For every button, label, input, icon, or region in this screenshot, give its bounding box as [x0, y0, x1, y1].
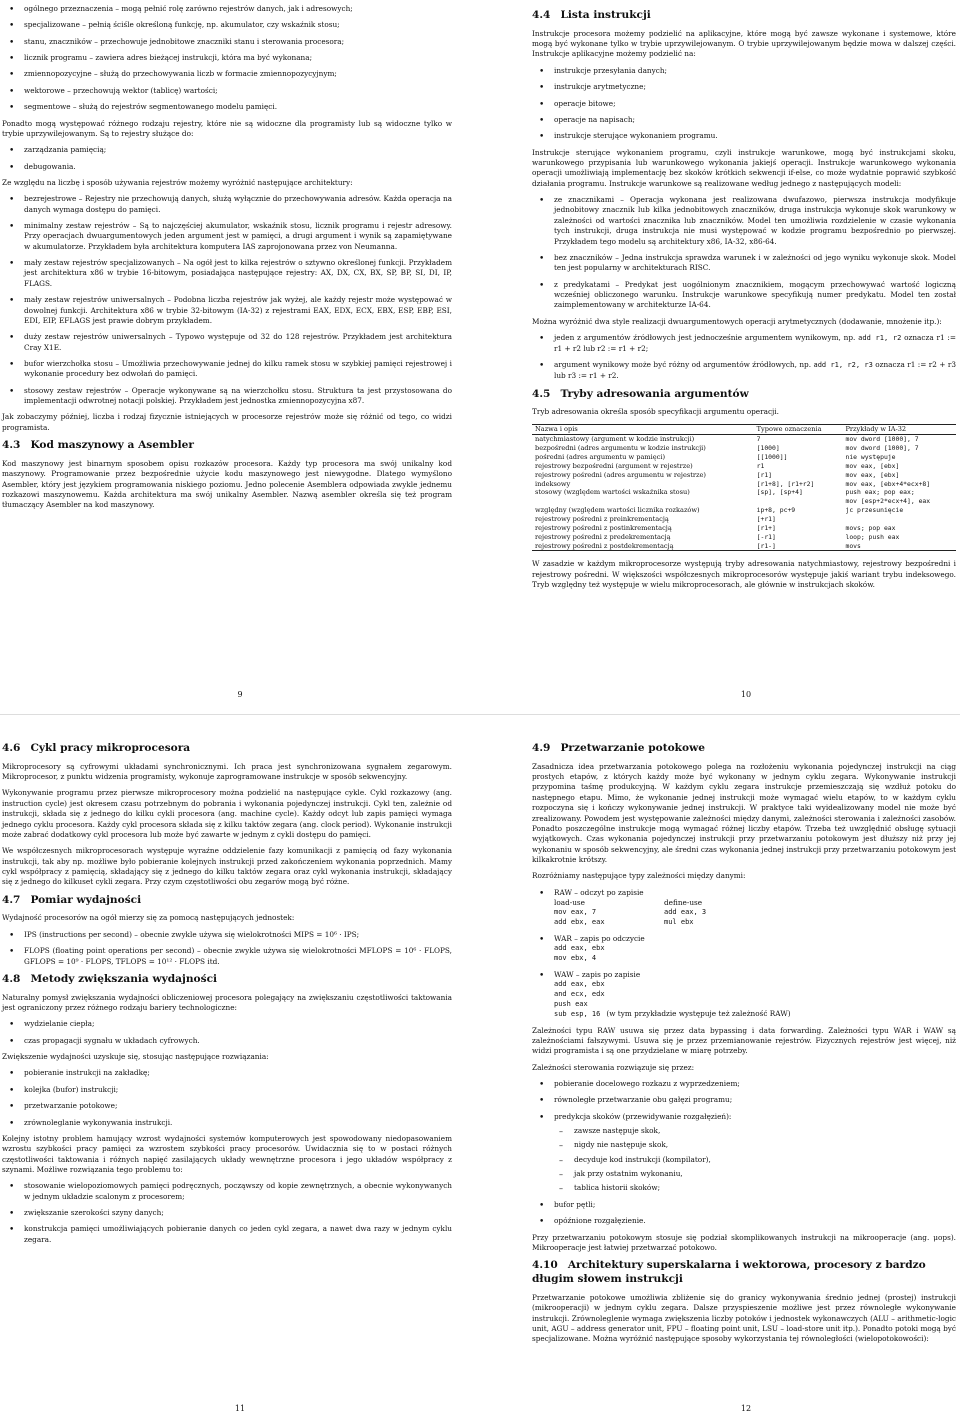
section-number: 4.9 — [532, 742, 551, 754]
section-number: 4.8 — [2, 972, 21, 985]
example-cell: movs — [842, 542, 956, 551]
list-item: • ogólnego przeznaczenia – mogą pełnić rolę zarówno rejestrów danych, jak i adresowych; — [24, 4, 452, 14]
table-row — [532, 488, 956, 497]
hazard-label: • WAR – zapis po odczycie — [554, 934, 645, 944]
example-cell: mov dword [1000], 7 — [845, 435, 919, 444]
table-row — [532, 506, 956, 515]
mode-name-cell: indeksowy — [535, 479, 571, 488]
list-item: – decyduje kod instrukcji (kompilator), — [574, 1155, 956, 1165]
list-item: • zarządzania pamięcią; — [24, 145, 452, 155]
paragraph: Instrukcje procesora możemy podzielić na aplikacyjne, które mogą być zawsze wykonane i systemowe, które mogą być wykonane tylko w trybie uprzywilejowanym. O trybie uprzywilejowanym będzie mowa w dalszej części. Instrukcje aplikacyjne możemy podzielić na: — [532, 28, 956, 59]
list-item — [554, 934, 956, 964]
section-title: Przetwarzanie potokowe — [560, 742, 705, 754]
code-block: add eax, 3 mul ebx — [664, 908, 707, 927]
prediction-sublist — [554, 1126, 956, 1194]
list-item: • zmiennopozycyjne – służą do przechowywania liczb w formacie zmiennopozycyjnym; — [24, 69, 452, 79]
mode-name-cell: rejestrowy pośredni z predekrementacją — [535, 532, 671, 541]
list-item: • instrukcje arytmetyczne; — [554, 82, 956, 92]
example-cell: mov [esp+2*ecx+4], eax — [845, 497, 931, 506]
list-item: • zwiększanie szerokości szyny danych; — [24, 1208, 452, 1218]
page-number: 11 — [234, 1403, 246, 1413]
memory-gap-list — [2, 1181, 452, 1245]
table-row — [532, 453, 956, 462]
notation-cell: [+r1] — [756, 514, 776, 523]
hazard-label: • WAW – zapis po zapisie — [554, 969, 641, 979]
section-heading — [532, 742, 956, 756]
operand-styles-list — [532, 333, 956, 382]
paragraph: Kolejny istotny problem hamujący wzrost wydajności systemów komputerowych jest spowodowany niedopasowaniem wzrostu szybkości pracy pamięci za wzrostem szybkości pracy procesorów. Uwidacznia się to w postaci różnych częstotliwości taktowania i różnych napięć zasilających układy wewnętrzne procesora i jego układów współpracy z szynami. Możliwe rozwiązania tego problemu to: — [2, 1133, 452, 1174]
section-number: 4.10 — [532, 1259, 558, 1272]
example-cell: mov eax, [ebx+4*ecx+8] — [845, 479, 931, 488]
list-item: • ze znacznikami – Operacja wykonana jest realizowana dwufazowo, pierwsza instrukcja modyfikuje jednobitowy znacznik lub kilka jednobitowych znaczników, druga instrukcja wykonuje skok warunkowy w zależności od wartości znacznika lub znaczników. Model ten umożliwia rozdzielenie w czasie wykonania tych instrukcji, druga instrukcja nie musi występować w kodzie programu bezpośrednio po pierwszej. Przykładem tego modelu są architektury x86, IA-32, x86-64. — [554, 195, 956, 247]
list-item: • operacje bitowe; — [554, 99, 956, 109]
list-item: • równoległe przetwarzanie obu gałęzi programu; — [554, 1095, 956, 1105]
list-item: • specjalizowane – pełnią ściśle określoną funkcję, np. akumulator, czy wskaźnik stosu; — [24, 20, 452, 30]
table-body — [532, 435, 956, 551]
notation-cell: ip+8, pc+9 — [756, 505, 796, 514]
paragraph: Ponadto mogą występować różnego rodzaju rejestry, które nie są widoczne dla programisty lub są widoczne tylko w trybie uprzywilejowanym. Są to rejestry służące do: — [2, 118, 452, 138]
list-item: • debugowania. — [24, 162, 452, 172]
performance-units-list — [2, 930, 452, 967]
example-cell: mov eax, [ebx] — [845, 461, 900, 470]
mode-name-cell: pośredni (adres argumentu w pamięci) — [535, 452, 666, 461]
section-number: 4.7 — [2, 893, 21, 906]
section-heading — [2, 894, 452, 908]
mode-name-cell: rejestrowy pośredni z preinkrementacją — [535, 514, 669, 523]
paragraph: Tryb adresowania określa sposób specyfikacji argumentu operacji. — [532, 407, 779, 417]
paragraph: We współczesnych mikroprocesorach występuje wyraźne oddzielenie fazy komunikacji z pamięcią od fazy wykonania instrukcji, tak aby np. możliwe było pobieranie kolejnych instrukcji przed zakończeniem wykonania poprzednich. Mamy cykl współpracy z pamięcią, składający się z jednego do kilku taktów zegara oraz cykl wykonania instrukcji, składający się z jednego do kilkuset cykli zegara. Przy czym częstotliwości obu zegarów mogą być różne. — [2, 846, 452, 887]
raw-examples — [554, 898, 956, 928]
hidden-registers-list — [2, 145, 452, 172]
control-hazards-list — [532, 1079, 956, 1227]
section-number: 4.4 — [532, 9, 551, 21]
paragraph: Zwiększenie wydajności uzyskuje się, stosując następujące rozwiązania: — [2, 1052, 269, 1062]
list-item: • stanu, znaczników – przechowuje jednobitowe znaczniki stanu i sterowania procesora; — [24, 37, 452, 47]
conditional-models-list — [532, 195, 956, 311]
paragraph: Zasadnicza idea przetwarzania potokowego polega na rozłożeniu wykonania pojedynczej instrukcji na ciąg prostych etapów, z których każdy może być wykonany w jednym cyklu zegara. Wykonywanie instrukcji przypomina taśmę produkcyjną. W każdym cyklu zegara instrukcje przemieszczają się wzdłuż potoku do następnego etapu. Mimo, że wykonanie jednej instrukcji może wymagać wielu etapów, to w każdym cyklu rozpoczyna się i kończy wykonywanie jednej instrukcji. W praktyce taki wyidealizowany model nie może być zrealizowany. Powodem jest występowanie zależności między danymi, zależności sterowania i zależności zasobów. Ponadto poszczególne instrukcje mogą wymagać różnej liczby etapów. Trzeba też uwzględnić obsługę sytuacji wyjątkowych. Czas wykonania pojedynczej instrukcji przy przetwarzaniu potokowym jest dłuższy niż przy jej wykonaniu w sposób sekwencyjny, ale średni czas wykonania jednej instrukcji przy przetwarzaniu potokowym jest kilkakrotnie krótszy. — [532, 761, 956, 864]
list-item — [554, 888, 956, 928]
page-10 — [480, 0, 960, 714]
table-row — [532, 444, 956, 453]
example-cell: jc przesunięcie — [845, 505, 904, 514]
list-item: • predykcja skoków (przewidywanie rozgałęzień): – zawsze następuje skok, – nigdy nie następuje skok, – decyduje kod instrukcji (kompilator), – jak przy ostatnim wykonaniu, – tablica historii skoków; — [554, 1112, 956, 1194]
list-item: • instrukcje sterujące wykonaniem programu. — [554, 131, 956, 141]
list-item: • instrukcje przesyłania danych; — [554, 66, 956, 76]
list-item: • operacje na napisach; — [554, 115, 956, 125]
table-header-row — [532, 424, 956, 434]
paragraph: Wykonywanie programu przez pierwsze mikroprocesory można podzielić na następujące cykle. Cykl rozkazowy (ang. instruction cycle) jest okresem czasu potrzebnym do pobrania i wykonania pojedynczej instrukcji. Cykl ten, zależnie od instrukcji, składa się z jednego do kilku cykli procesora (ang. machine cycle). Każdy odcyt lub zapis pamięci wymaga jednego cyklu procesora. Każdy cykl procesora składa się z kilku taktów zegara (ang. clock period). Wykonanie instrukcji może zabrać dodatkowy cykl procesora lub może być zawarte w jednym z cykli dostępu do pamięci. — [2, 788, 452, 839]
list-item: • konstrukcja pamięci umożliwiających pobieranie danych co jeden cykl zegara, a nawet dwa razy w jednym cyklu zegara. — [24, 1224, 452, 1245]
paragraph: Mikroprocesory są cyfrowymi układami synchronicznymi. Ich praca jest synchronizowana sygnałem zegarowym. Mikroprocesor, z punktu widzenia programisty, wykonuje zaprogramowane instrukcje w sposób sekwencyjny. — [2, 761, 452, 782]
mode-name-cell: względny (względem wartości licznika rozkazów) — [535, 505, 700, 514]
column-header: Nazwa i opis — [532, 424, 754, 434]
architectures-list — [2, 194, 452, 406]
notation-cell: [r1] — [756, 470, 773, 479]
section-title: Kod maszynowy a Asembler — [30, 439, 194, 452]
paragraph: Można wyróżnić dwa style realizacji dwuargumentowych operacji arytmetycznych (dodawanie, mnożenie itp.): — [532, 316, 942, 326]
list-item: • opóźnione rozgałęzienie. — [554, 1216, 956, 1226]
list-item: • bezrejestrowe – Rejestry nie przechowują danych, służą wyłącznie do przechowywania adresów. Każda operacja na danych wymaga dostępu do pamięci. — [24, 194, 452, 215]
mode-name-cell: natychmiastowy (argument w kodzie instrukcji) — [535, 435, 695, 444]
mode-name-cell: rejestrowy pośredni (adres argumentu w rejestrze) — [535, 470, 706, 479]
page-12 — [480, 714, 960, 1428]
section-title: Tryby adresowania argumentów — [560, 387, 749, 400]
code-block: push eax sub esp, 16 — [554, 999, 601, 1018]
section-title: Metody zwiększania wydajności — [30, 972, 218, 985]
section-title: Pomiar wydajności — [30, 893, 142, 906]
list-item: • pobieranie instrukcji na zakładkę; — [24, 1068, 452, 1078]
paragraph: Przy przetwarzaniu potokowym stosuje się podział skomplikowanych instrukcji na mikrooperacje (ang. μops). Mikrooperacje jest łatwiej przetwarzać potokowo. — [532, 1232, 956, 1252]
mode-name-cell: rejestrowy pośredni z postdekrementacją — [532, 542, 754, 551]
list-item: – jak przy ostatnim wykonaniu, — [574, 1169, 956, 1179]
notation-cell: [r1+8], [r1+r2] — [756, 479, 815, 488]
list-item: • czas propagacji sygnału w układach cyfrowych. — [24, 1036, 452, 1046]
table-row — [532, 435, 956, 444]
table-row — [532, 524, 956, 533]
list-item: • segmentowe – służą do rejestrów segmentowanego modelu pamięci. — [24, 102, 452, 112]
paragraph: Kod maszynowy jest binarnym sposobem opisu rozkazów procesora. Każdy typ procesora ma swój unikalny kod maszynowy. Programowanie przez bezpośrednie użycie kodu maszynowego jest niewygodne. Dlatego wymyślono Asembler, który jest językiem programowania niskiego poziomu. Jedno polecenie Asemblera odpowiada zwykle jednemu rozkazowi maszynowemu. Każda architektura ma swój unikalny Asembler. Nazwą asembler określa się też program tłumaczący Asembler na kod maszynowy. — [2, 458, 452, 510]
section-title: Cykl pracy mikroprocesora — [30, 742, 191, 754]
section-heading — [532, 9, 956, 23]
table-row — [532, 480, 956, 489]
notation-cell: [1000] — [756, 444, 780, 452]
page-11 — [0, 714, 480, 1428]
solutions-list — [2, 1068, 452, 1127]
code-block: add eax, ebx and ecx, edx — [554, 980, 605, 999]
notation-cell: [r1-] — [754, 542, 843, 551]
table-row — [532, 462, 956, 471]
code-block: mov eax, 7 add ebx, eax — [554, 908, 605, 927]
section-number: 4.5 — [532, 387, 551, 400]
paragraph: Zależności typu RAW usuwa się przez data bypassing i data forwarding. Zależności typu WAR i WAW są zależnościami fałszywymi. Usuwa się je przez przemianowanie rejestrów. Fizycznych rejestrów jest więcej, niż widzi programista i są one przydzielane w miarę potrzeby. — [532, 1025, 956, 1056]
list-item: • stosowanie wielopoziomowych pamięci podręcznych, począwszy od kopie zewnętrznych, a obecnie wykonywanych w jednym układzie scalonym z procesorem; — [24, 1181, 452, 1202]
example-cell: nie występuje — [845, 452, 896, 461]
waw-extra — [554, 1000, 956, 1020]
paragraph: Instrukcje sterujące wykonaniem programu, czyli instrukcje warunkowe, mogą być instrukcjami skoku, warunkowego przypisania lub warunkowego wykonania jakiejś operacji. Instrukcje warunkowego wykonania operacji umożliwiają implementację bez skoków krótkich sekwencji if-else, co może wydatnie poprawić szybkość działania programu. Instrukcje warunkowe są realizowane według jednego z następujących modeli: — [532, 147, 956, 188]
paragraph: Jak zobaczymy później, liczba i rodzaj fizycznie istniejących w procesorze rejestrów może się różnić od tego, co widzi programista. — [2, 412, 452, 432]
table-row — [532, 497, 956, 506]
list-item: • przetwarzanie potokowe; — [24, 1101, 452, 1111]
example-cell: mov eax, [ebx] — [845, 470, 900, 479]
table-row — [532, 471, 956, 480]
mode-name-cell: bezpośredni (adres argumentu w kodzie instrukcji) — [535, 444, 706, 452]
column-header: Typowe oznaczenia — [754, 424, 843, 434]
barriers-list — [2, 1019, 452, 1046]
page-number: 10 — [740, 689, 752, 699]
example-cell: loop; push eax — [845, 532, 900, 541]
list-item: • IPS (instructions per second) – obecnie zwykle używa się wielokrotności MIPS = 10⁶ · IPS; — [24, 930, 452, 940]
list-item: • stosowy zestaw rejestrów – Operacje wykonywane są na wierzchołku stosu. Struktura ta jest przystosowana do implementacji odwrotnej notacji polskiej. Przykładem jest jednostka zmiennopozycyjna x87. — [24, 386, 452, 407]
notation-cell: 7 — [756, 435, 761, 444]
list-item: • bufor wierzchołka stosu – Umożliwia przechowywanie jednej do kilku ramek stosu w szybkiej pamięci rejestrowej i wykonanie procedury bez odwołań do pamięci. — [24, 359, 452, 380]
table-row — [532, 542, 956, 551]
column-header: Przykłady w IA-32 — [842, 424, 956, 434]
page-number: 12 — [740, 1403, 752, 1413]
list-item: • argument wynikowy może być różny od argumentów źródłowych, np. add r1, r2, r3 oznacza r1 := r2 + r3 lub r3 := r1 + r2. — [554, 360, 956, 381]
list-item: – zawsze następuje skok, — [574, 1126, 956, 1136]
list-item: • wektorowe – przechowują wektor (tablicę) wartości; — [24, 86, 452, 96]
paragraph: Ze względu na liczbę i sposób używania rejestrów możemy wyróżnić następujące architektury: — [2, 177, 353, 187]
list-item: • kolejka (bufor) instrukcji; — [24, 1085, 452, 1095]
data-hazards-list — [532, 888, 956, 1020]
mode-name-cell: stosowy (względem wartości wskaźnika stosu) — [535, 488, 690, 497]
paragraph: Rozróżniamy następujące typy zależności między danymi: — [532, 871, 746, 881]
list-item — [554, 970, 956, 1020]
register-types-list — [2, 4, 452, 113]
section-title: Lista instrukcji — [560, 9, 651, 21]
list-item: • zrównoleglanie wykonywania instrukcji. — [24, 1118, 452, 1128]
paragraph: Wydajność procesorów na ogół mierzy się za pomocą następujących jednostek: — [2, 913, 295, 923]
page-9 — [0, 0, 480, 714]
paragraph: Naturalny pomysł zwiększania wydajności obliczeniowej procesora polegający na zwiększaniu częstotliwości taktowania jest ograniczony przez różnego rodzaju bariery technologiczne: — [2, 992, 452, 1013]
list-item: • pobieranie docelowego rozkazu z wyprzedzeniem; — [554, 1079, 956, 1089]
instruction-types-list — [532, 66, 956, 142]
hazard-column-head: define-use — [664, 898, 703, 908]
paragraph: Zależności sterowania rozwiązuje się przez: — [532, 1062, 695, 1072]
code-block: add eax, ebx mov ebx, 4 — [554, 944, 605, 963]
example-cell: movs; pop eax — [845, 523, 896, 532]
list-item: • FLOPS (floating point operations per second) – obecnie zwykle używa się wielokrotności MFLOPS = 10⁶ · FLOPS, GFLOPS = 10⁹ · FLOPS, TFLOPS = 10¹² · FLOPS itd. — [24, 946, 452, 967]
notation-cell: [[1000]] — [756, 452, 788, 461]
mode-name-cell — [532, 497, 754, 506]
list-item: • wydzielanie ciepła; — [24, 1019, 452, 1029]
table-row — [532, 515, 956, 524]
example-cell: push eax; pop eax; — [845, 488, 915, 497]
section-heading — [2, 973, 452, 987]
hazard-label: • RAW – odczyt po zapisie — [554, 887, 644, 897]
section-title: Architektury superskalarna i wektorowa, procesory z bardzo długim słowem instrukcji — [532, 1259, 926, 1286]
list-item: • bufor pętli; — [554, 1200, 956, 1210]
code-snippet: add r1, r2, r3 — [813, 361, 873, 370]
hazard-column-head: load-use — [554, 898, 585, 908]
section-heading — [532, 1259, 956, 1287]
list-item: • jeden z argumentów źródłowych jest jednocześnie argumentem wynikowym, np. add r1, r2 oznacza r1 := r1 + r2 lub r2 := r1 + r2; — [554, 333, 956, 354]
example-cell — [842, 515, 956, 524]
notation-cell: [r1+] — [756, 523, 776, 532]
notation-cell: [sp], [sp+4] — [756, 488, 803, 497]
list-item: • licznik programu – zawiera adres bieżącej instrukcji, która ma być wykonana; — [24, 53, 452, 63]
section-heading — [2, 742, 452, 756]
addressing-modes-table — [532, 424, 956, 552]
section-number: 4.3 — [2, 439, 21, 452]
example-cell: mov dword [1000], 7 — [845, 444, 919, 452]
hazard-note: (w tym przykładzie występuje też zależność RAW) — [606, 1009, 791, 1019]
list-item: – nigdy nie następuje skok, — [574, 1140, 956, 1150]
list-item: • bez znaczników – Jedna instrukcja sprawdza warunek i w zależności od jego wyniku wykonuje skok. Model ten jest popularny w architekturach RISC. — [554, 253, 956, 274]
list-item: • z predykatami – Predykat jest uogólnionym znacznikiem, mogącym przechowywać wartość logiczną wcześniej obliczonego warunku. Instrukcje warunkowe specyfikują numer predykatu. Model ten został zaimplementowany w architekturze IA-64. — [554, 280, 956, 311]
list-item: • minimalny zestaw rejestrów – Są to najczęściej akumulator, wskaźnik stosu, licznik programu i rejestr adresowy. Przy operacjach dwuargumentowych jeden argument jest w pamięci, a drugi argument i wynik są zapamiętywane w akumulatorze. Przykładem była architektura komputera IAS zaprojonowana przez von Neumanna. — [24, 221, 452, 252]
notation-cell: [-r1] — [756, 532, 776, 541]
list-item: • duży zestaw rejestrów uniwersalnych – Typowo występuje od 32 do 128 rejestrów. Przykładem jest architektura Cray X1E. — [24, 332, 452, 353]
mode-name-cell: rejestrowy bezpośredni (argument w rejestrze) — [535, 461, 693, 470]
list-item: – tablica historii skoków; — [574, 1183, 956, 1193]
notation-cell — [754, 497, 843, 506]
paragraph: Przetwarzanie potokowe umożliwia zbliżenie się do granicy wykonywania średnio jednej (prostej) instrukcji (mikrooperacji) w jednym cyklu zegara. Dalsze przyspieszenie możliwe jest przez równoległe wykonywanie instrukcji. Zrównoleglenie wymaga zwiększenia liczby potoków i jednostek wykonawczych (ALU – arithmetic-logic unit, AGU – address generator unit, FPU – floating point unit, LSU – load-store unit itp.). Ponadto potoki mogą być specjalizowane. Można wyróżnić następujące sposoby wykorzystania tej równoległości (wielopotokowości): — [532, 1292, 956, 1344]
list-item: • mały zestaw rejestrów uniwersalnych – Podobna liczba rejestrów jak wyżej, ale każdy rejestr może występować w dowolnej funkcji. Architektura x86 w trybie 32-bitowym (IA-32) z rejestrami EAX, EDX, ECX, EBX, ESP, EBP, ESI, EDI, EIP, EFLAGS jest prawie dobrym przykładem. — [24, 295, 452, 326]
notation-cell: r1 — [756, 461, 765, 470]
section-heading — [532, 388, 956, 402]
mode-name-cell: rejestrowy pośredni z postinkrementacją — [535, 523, 672, 532]
list-item: • mały zestaw rejestrów specjalizowanych – Na ogół jest to kilka rejestrów o sztywno określonej funkcji. Przykładem jest architektura x86 w trybie 16-bitowym, posiadająca następujące rejestry: AX, DX, CX, BX, SP, BP, SI, DI, IP, FLAGS. — [24, 258, 452, 289]
page-number: 9 — [237, 689, 243, 699]
paragraph: W zasadzie w każdym mikroprocesorze występują tryby adresowania natychmiastowy, rejestrowy bezpośredni i rejestrowy pośredni. W większości współczesnych mikroprocesorów występuje jakiś wariant trybu indeksowego. Tryb względny też występuje w wielu mikroprocesorach, ale głównie w instrukcjach skoków. — [532, 559, 956, 590]
section-number: 4.6 — [2, 742, 21, 754]
table-row — [532, 533, 956, 542]
code-snippet: add r1, r2 — [858, 334, 902, 343]
section-heading — [2, 439, 452, 453]
